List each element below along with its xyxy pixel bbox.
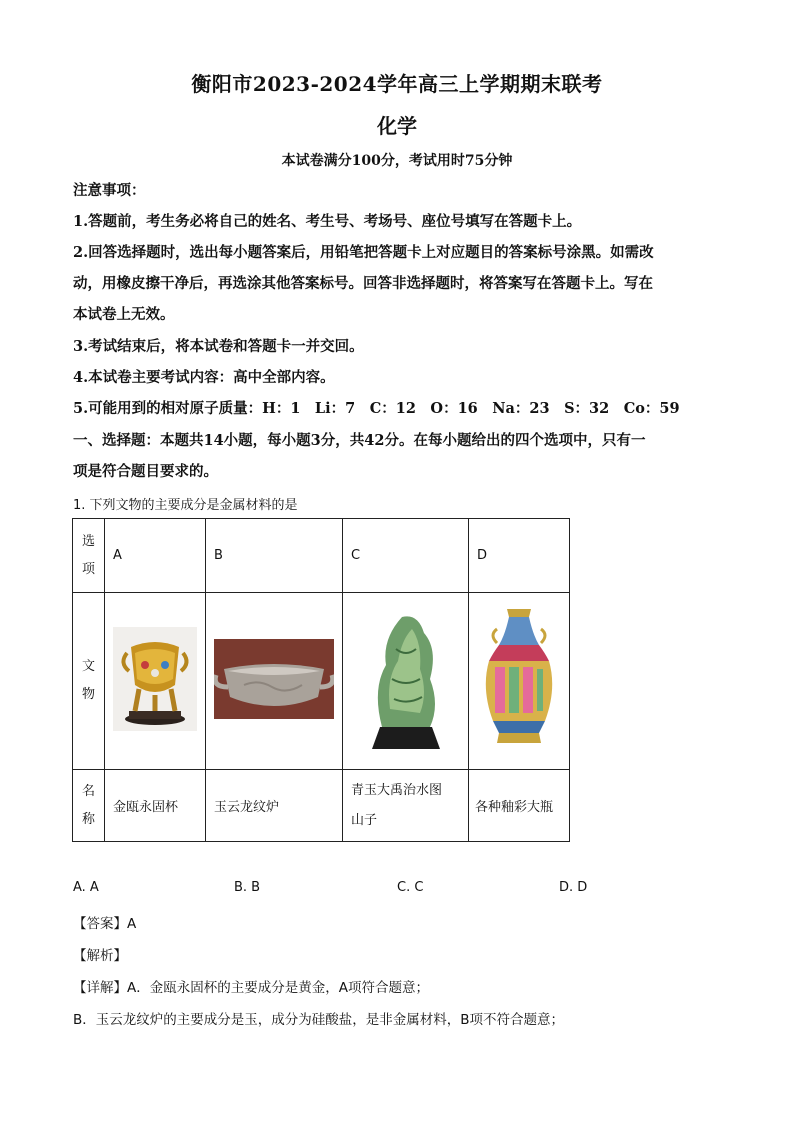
jade-censer-image: [214, 639, 334, 719]
choice-d[interactable]: D. D: [559, 880, 588, 895]
note-item: 3.考试结束后，将本试卷和答题卡一并交回。: [73, 338, 364, 355]
row-header: 名 称: [73, 770, 105, 842]
relic-image-cell: [206, 593, 343, 770]
note-item: 5.可能用到的相对原子质量：H：1 Li：7 C：12 O：16 Na：23 S：32 Co：59: [73, 400, 680, 417]
option-cell: C: [343, 519, 469, 593]
row-header: 选 项: [73, 519, 105, 593]
relic-name: 玉云龙纹炉: [206, 770, 343, 842]
detail-text-b: B．玉云龙纹炉的主要成分是玉，成分为硅酸盐，是非金属材料，B项不符合题意；: [73, 1012, 565, 1028]
section-heading: 一、选择题：本题共14小题，每小题3分，共42分。在每小题给出的四个选项中，只有一: [73, 432, 646, 449]
detail-text: 【详解】A．金瓯永固杯的主要成分是黄金，A项符合题意；: [73, 980, 429, 996]
exam-info: 本试卷满分100分，考试用时75分钟: [281, 153, 513, 169]
choice-a[interactable]: A. A: [73, 880, 99, 895]
enamel-vase-image: [479, 605, 559, 753]
notes-heading: 注意事项：: [73, 182, 146, 199]
analysis-label: 【解析】: [73, 948, 127, 964]
note-item: 2.回答选择题时，选出每小题答案后，用铅笔把答题卡上对应题目的答案标号涂黑。如需改: [73, 244, 654, 261]
relics-table: [72, 518, 570, 842]
relic-image-cell: [105, 593, 206, 770]
jade-mountain-image: [368, 609, 444, 749]
gold-cup-image: [113, 627, 197, 731]
relic-name: 青玉大禹治水图 山子: [343, 770, 469, 842]
table-row: [73, 593, 570, 770]
relic-name: 各种釉彩大瓶: [469, 770, 570, 842]
option-cell: A: [105, 519, 206, 593]
note-item: 4.本试卷主要考试内容：高中全部内容。: [73, 369, 335, 386]
option-cell: B: [206, 519, 343, 593]
relic-image-cell: [343, 593, 469, 770]
section-heading-cont: 项是符合题目要求的。: [73, 463, 218, 480]
note-item: 1.答题前，考生务必将自己的姓名、考生号、考场号、座位号填写在答题卡上。: [73, 213, 582, 230]
exam-subject: 化学: [377, 114, 417, 138]
question-stem: 1. 下列文物的主要成分是金属材料的是: [73, 498, 298, 513]
choice-c[interactable]: C. C: [397, 880, 424, 895]
option-cell: D: [469, 519, 570, 593]
choice-b[interactable]: B. B: [234, 880, 261, 895]
answer-label: 【答案】A: [73, 916, 137, 932]
table-row: [73, 770, 570, 842]
note-item: 本试卷上无效。: [73, 306, 175, 323]
row-header: 文 物: [73, 593, 105, 770]
exam-title: 衡阳市2023-2024学年高三上学期期末联考: [191, 72, 603, 96]
table-row: [73, 519, 570, 593]
relic-image-cell: [469, 593, 570, 770]
note-item: 动，用橡皮擦干净后，再选涂其他答案标号。回答非选择题时，将答案写在答题卡上。写在: [73, 275, 653, 292]
relic-name: 金瓯永固杯: [105, 770, 206, 842]
